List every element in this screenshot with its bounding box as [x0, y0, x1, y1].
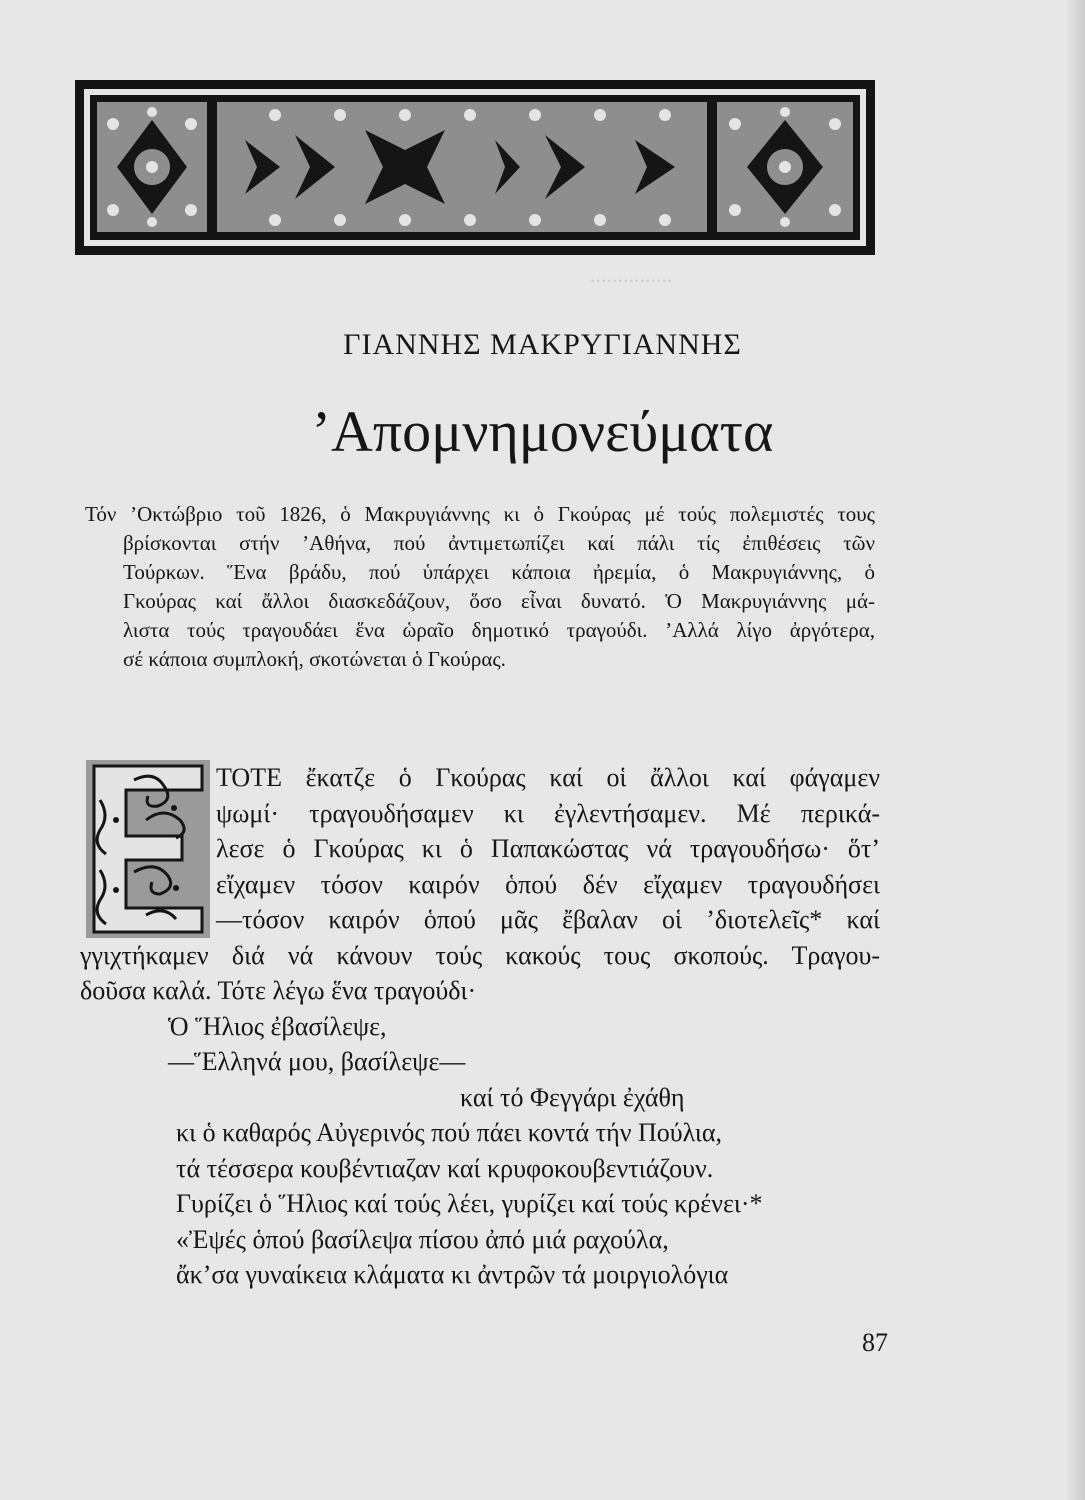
summary-line: Γκούρας καί ἄλλοι διασκεδάζουν, ὅσο εἶναι δυνατό. Ὁ Μακρυγιάννης μά- — [123, 589, 875, 613]
poem-line: —Ἕλληνά μου, βασίλεψε— — [168, 1047, 466, 1076]
body-line: γγιχτήκαμεν διά νά κάνουν τούς κακούς τους σκοπούς. Τραγου- — [80, 940, 880, 970]
body-line: ΤΟΤΕ ἔκατζε ὁ Γκούρας καί οἱ ἄλλοι καί φάγαμεν — [216, 763, 880, 792]
summary-paragraph — [85, 500, 875, 674]
poem-line: καί τό Φεγγάρι ἐχάθη — [460, 1082, 685, 1112]
ornamental-headpiece — [75, 80, 875, 255]
middle-tulip-panel — [217, 102, 707, 232]
chapter-title: ’Απομνημονεύματα — [311, 399, 774, 464]
poem-line: Γυρίζει ὁ Ἥλιος καί τούς λέει, γυρίζει καί τούς κρένει·* — [176, 1189, 763, 1218]
poem-line: κι ὁ καθαρός Αὐγερινός πού πάει κοντά τήν Πούλια, — [176, 1118, 723, 1147]
body-line: εἴχαμεν τόσον καιρόν ὁπού δέν εἴχαμεν τραγουδήσει — [216, 869, 880, 899]
poem-line: «Ἐψές ὁπού βασίλεψα πίσου ἀπό μιά ραχούλα, — [176, 1224, 669, 1254]
body-line: δοῦσα καλά. Τότε λέγω ἕνα τραγούδι· — [80, 976, 477, 1005]
body-line: —τόσον καιρόν ὁπού μᾶς ἔβαλαν οἱ ’διοτελεῖς* καί — [216, 905, 880, 934]
left-rosette-panel — [97, 102, 207, 232]
right-rosette-panel — [717, 102, 853, 232]
main-text — [80, 760, 880, 1293]
summary-line: σέ κάποια συμπλοκή, σκοτώνεται ὁ Γκούρας. — [123, 647, 506, 671]
body-line: λεσε ὁ Γκούρας κι ὁ Παπακώστας νά τραγουδήσω· ὅτ’ — [216, 834, 880, 863]
page-number: 87 — [862, 1328, 888, 1357]
poem-line: ἄκ’σα γυναίκεια κλάματα κι ἀντρῶν τά μοιργιολόγια — [176, 1260, 729, 1289]
body-line: ψωμί· τραγουδήσαμεν κι ἐγλεντήσαμεν. Μέ περικά- — [216, 798, 880, 828]
poem-line: Ὁ Ἥλιος ἐβασίλεψε, — [168, 1011, 387, 1041]
show-through: ............... — [590, 262, 673, 287]
author-heading: ΓΙΑΝΝΗΣ ΜΑΚΡΥΓΙΑΝΝΗΣ — [343, 328, 742, 361]
summary-line: Τούρκων. Ἕνα βράδυ, πού ὑπάρχει κάποια ἠρεμία, ὁ Μακρυγιάννης, ὁ — [123, 560, 875, 584]
summary-line: Τόν ’Οκτώβριο τοῦ 1826, ὁ Μακρυγιάννης κι ὁ Γκούρας μέ τούς πολεμιστές τους — [85, 502, 875, 526]
summary-line: βρίσκονται στήν ’Αθήνα, πού ἀντιμετωπίζει καί πάλι τίς ἐπιθέσεις τῶν — [123, 531, 875, 555]
page-edge-shadow — [1065, 0, 1085, 1500]
poem-line: τά τέσσερα κουβέντιαζαν καί κρυφοκουβεντιάζουν. — [176, 1153, 714, 1183]
summary-line: λιστα τούς τραγουδάει ἕνα ὡραῖο δημοτικό τραγούδι. ’Αλλά λίγο ἀργότερα, — [123, 618, 875, 642]
